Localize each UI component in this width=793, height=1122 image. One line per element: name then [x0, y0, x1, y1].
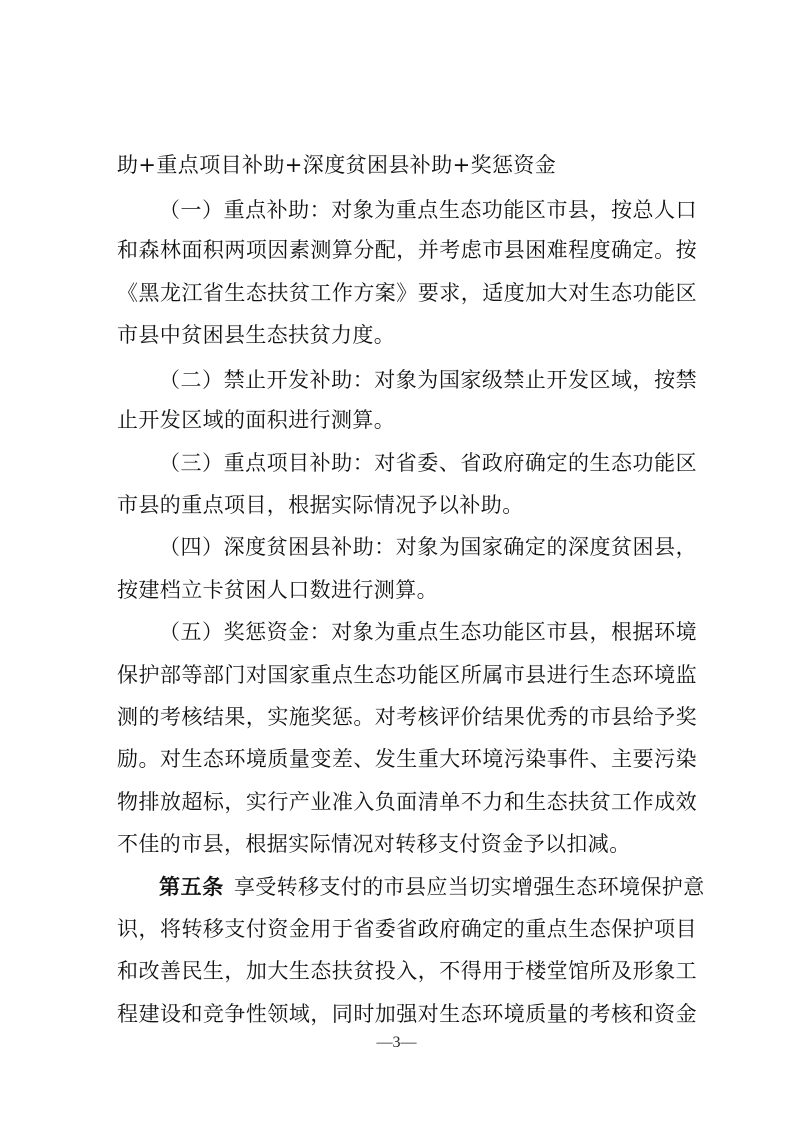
text-line-15: 励。对生态环境质量变差、发生重大环境污染事件、主要污染 — [117, 747, 697, 771]
text-line-3: 和森林面积两项因素测算分配，并考虑市县困难程度确定。按 — [117, 238, 697, 262]
article-5-line-4: 程建设和竞争性领域，同时加强对生态环境质量的考核和资金 — [117, 1002, 697, 1026]
article-5-label: 第五条 — [159, 875, 224, 899]
text-line-13: 保护部等部门对国家重点生态功能区所属市县进行生态环境监 — [117, 663, 697, 687]
article-5-line-2: 识，将转移支付资金用于省委省政府确定的重点生态保护项目 — [117, 917, 697, 941]
text-line-14: 测的考核结果，实施奖惩。对考核评价结果优秀的市县给予奖 — [117, 705, 697, 729]
text-line-7: 止开发区域的面积进行测算。 — [117, 408, 396, 432]
article-5-line-3: 和改善民生，加大生态扶贫投入，不得用于楼堂馆所及形象工 — [117, 959, 697, 983]
text-line-9: 市县的重点项目，根据实际情况予以补助。 — [117, 493, 524, 517]
text-line-5: 市县中贫困县生态扶贫力度。 — [117, 323, 396, 347]
text-line-12: （五）奖惩资金：对象为重点生态功能区市县，根据环境 — [159, 620, 697, 644]
text-line-2: （一）重点补助：对象为重点生态功能区市县，按总人口 — [159, 198, 697, 222]
text-line-6: （二）禁止开发补助：对象为国家级禁止开发区域，按禁 — [159, 368, 697, 392]
text-line-17: 不佳的市县，根据实际情况对转移支付资金予以扣减。 — [117, 832, 631, 856]
text-line-4: 《黑龙江省生态扶贫工作方案》要求，适度加大对生态功能区 — [117, 281, 697, 305]
article-5-first-line — [159, 867, 705, 907]
text-line-11: 按建档立卡贫困人口数进行测算。 — [117, 578, 438, 602]
article-5-first-line-text: 享受转移支付的市县应当切实增强生态环境保护意 — [233, 875, 705, 899]
text-line-1: 助+重点项目补助+深度贫困县补助+奖惩资金 — [117, 153, 557, 177]
text-line-8: （三）重点项目补助：对省委、省政府确定的生态功能区 — [159, 451, 697, 475]
page-number: —3— — [376, 1034, 417, 1051]
text-line-16: 物排放超标，实行产业准入负面清单不力和生态扶贫工作成效 — [117, 790, 697, 814]
text-line-10: （四）深度贫困县补助：对象为国家确定的深度贫困县， — [159, 535, 697, 559]
